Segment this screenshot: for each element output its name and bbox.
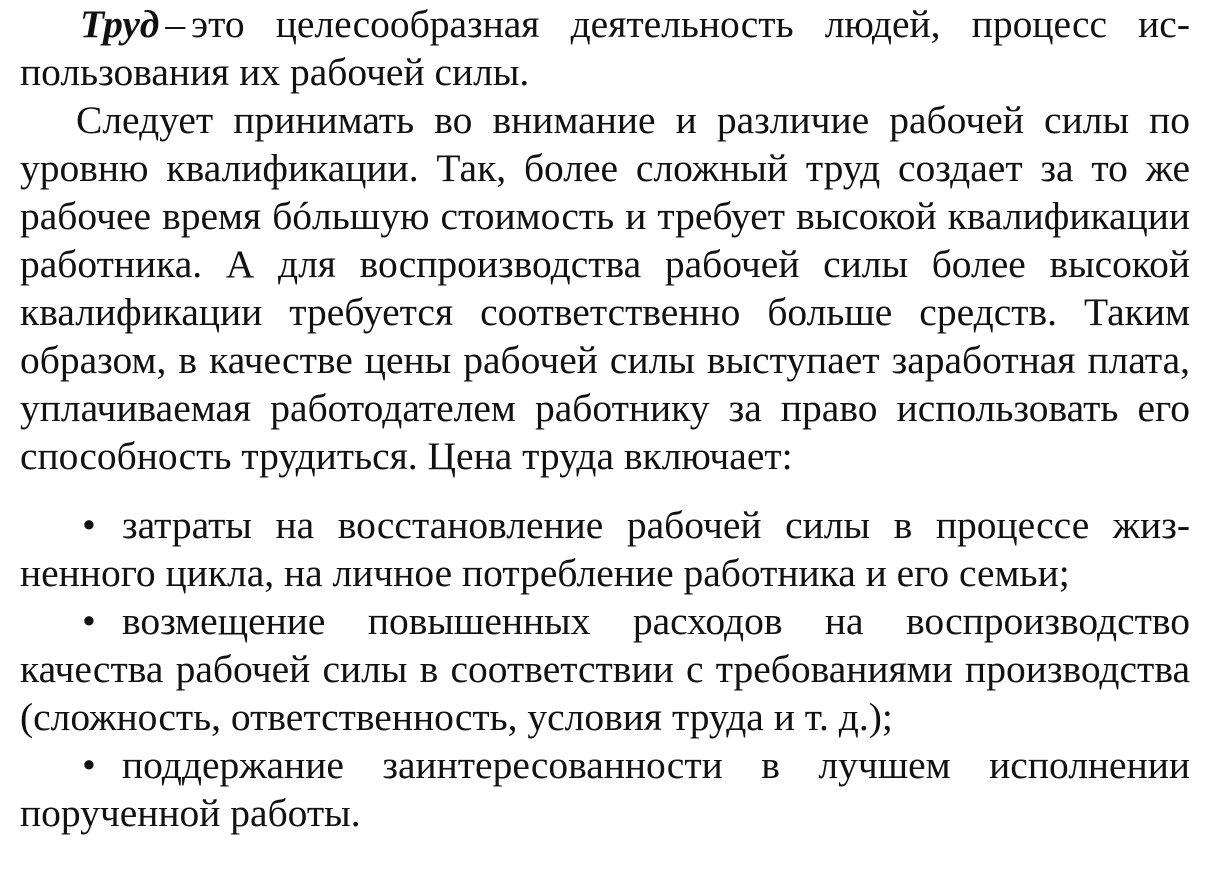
bullet-icon: •	[82, 503, 96, 547]
paragraph-qualification: Следует принимать во внимание и различие рабочей силы по уровню квалификации. Так, более сложный труд создает за то же рабочее время бóльшую стоимость и требует высокой квалификации работника. А для воспроизводства рабочей силы более высокой квалификации требуется соответственно больше средств. Таким образом, в качестве цены рабочей силы выступает заработная плата, уплачиваемая работодателем работнику за право использовать его способность трудиться. Цена труда включает:	[20, 98, 1190, 478]
paragraph-definition	[20, 0, 1190, 96]
term-trud: Труд	[80, 2, 160, 46]
bullet-icon: •	[82, 599, 96, 643]
list-item-text: затраты на восстановление рабочей силы в процессе жизненного цикла, на личное потребление работника и его семьи;	[20, 503, 1190, 595]
list-item-text: поддержание заинтересованности в лучшем исполнении порученной работы.	[20, 743, 1190, 835]
bullet-icon: •	[82, 743, 96, 787]
list-item-text: возмещение повышенных расходов на воспроизводство качества рабочей силы в соответствии с требованиями производства (сложность, ответственность, условия труда и т. д.);	[20, 599, 1190, 739]
list-item	[20, 741, 1190, 837]
document-page	[20, 0, 1190, 837]
labor-price-list	[20, 501, 1190, 837]
em-dash: –	[165, 2, 186, 46]
definition-text: это целесообразная деятельность людей, процесс использования их рабочей силы.	[20, 2, 1190, 94]
list-item	[20, 597, 1190, 741]
list-item	[20, 501, 1190, 597]
